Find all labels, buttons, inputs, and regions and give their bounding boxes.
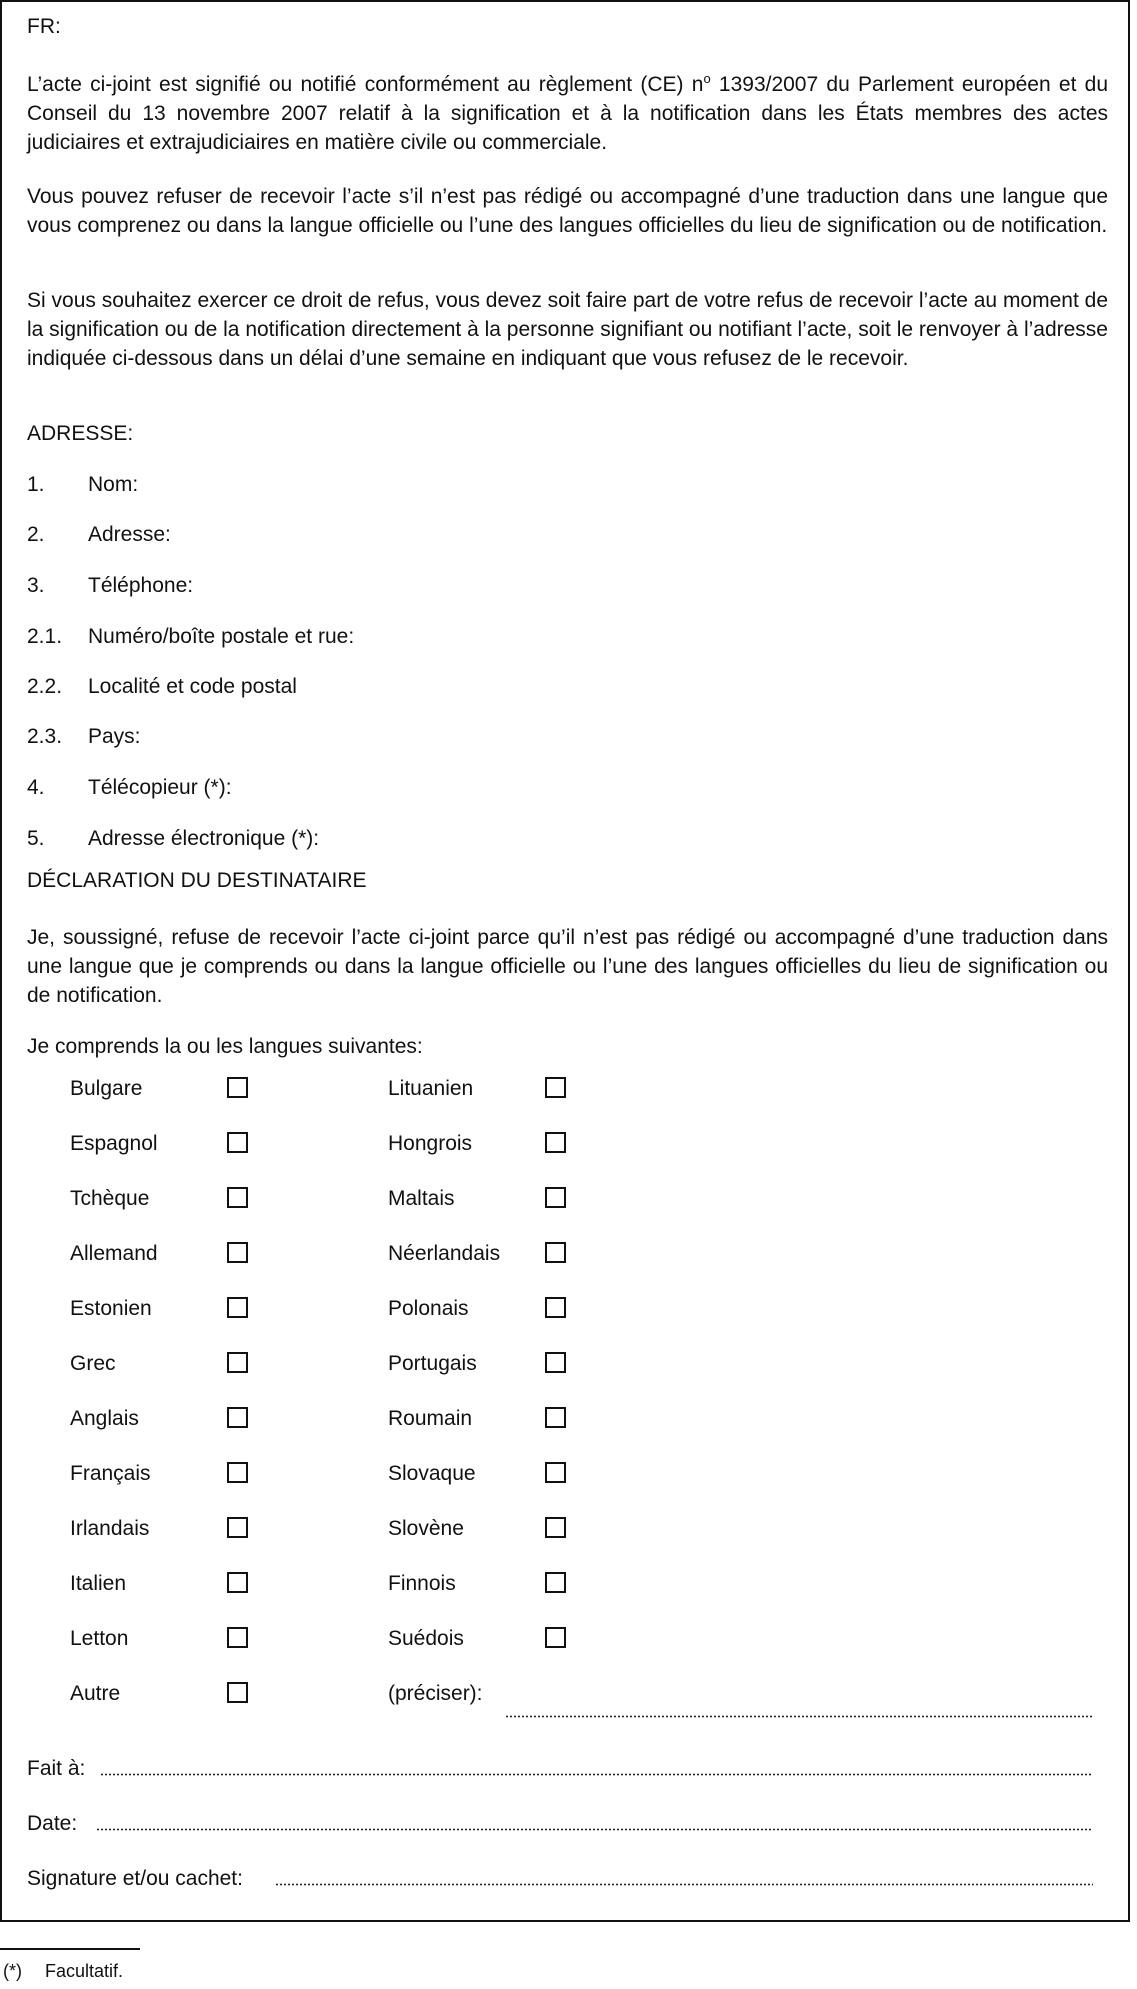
language-label-lituanien: Lituanien (388, 1077, 474, 1100)
date-label: Date: (27, 1812, 78, 1835)
language-label-italien: Italien (70, 1572, 127, 1595)
checkbox-finnois[interactable] (545, 1572, 566, 1593)
checkbox-autre[interactable] (227, 1682, 248, 1703)
field-number: 4. (27, 776, 45, 799)
language-label-irlandais: Irlandais (70, 1517, 150, 1540)
language-label-roumain: Roumain (388, 1407, 473, 1430)
checkbox-roumain[interactable] (545, 1407, 566, 1428)
footnote-rule (0, 1948, 140, 1950)
languages-intro: Je comprends la ou les langues suivantes: (27, 1035, 423, 1058)
language-label-espagnol: Espagnol (70, 1132, 158, 1155)
checkbox-espagnol[interactable] (227, 1132, 248, 1153)
other-language-dotted-line[interactable] (505, 1715, 1093, 1718)
intro-paragraph-1: L’acte ci-joint est signifié ou notifié conformément au règlement (CE) $n^o$ 1393/2007 du Parlement européen et du Conseil du 13 novembre 2007 relatif à la signification et à la notification dans les États membres des actes judiciaires et extrajudiciaires en matière civile ou commerciale. (27, 71, 1108, 154)
language-label-allemand: Allemand (70, 1242, 158, 1265)
language-label-maltais: Maltais (388, 1187, 455, 1210)
date-dotted-line[interactable] (96, 1828, 1093, 1831)
checkbox-slovene[interactable] (545, 1517, 566, 1538)
checkbox-letton[interactable] (227, 1627, 248, 1648)
field-number: 2. (27, 523, 45, 546)
language-label-finnois: Finnois (388, 1572, 456, 1595)
checkbox-hongrois[interactable] (545, 1132, 566, 1153)
footnote-text: Facultatif. (45, 1961, 124, 1981)
field-address-label: Adresse: (88, 523, 171, 546)
checkbox-maltais[interactable] (545, 1187, 566, 1208)
checkbox-allemand[interactable] (227, 1242, 248, 1263)
checkbox-polonais[interactable] (545, 1297, 566, 1318)
field-number: 2.1. (27, 625, 63, 648)
place-dotted-line[interactable] (100, 1773, 1093, 1776)
language-label-autre: Autre (70, 1682, 121, 1705)
language-label-francais: Français (70, 1462, 151, 1485)
checkbox-neerlandais[interactable] (545, 1242, 566, 1263)
language-label-bulgare: Bulgare (70, 1077, 143, 1100)
intro-paragraph-2: Vous pouvez refuser de recevoir l’acte s’il n’est pas rédigé ou accompagné d’une traduction dans une langue que vous comprenez ou dans la langue officielle ou l’une des langues officielles du lieu de signification ou de notification. (27, 185, 1108, 237)
field-number: 2.3. (27, 725, 63, 748)
language-label-estonien: Estonien (70, 1297, 152, 1320)
field-number: 3. (27, 574, 45, 597)
language-code: FR: (27, 15, 61, 38)
field-number: 5. (27, 827, 45, 850)
other-language-specify-label: (préciser): (388, 1682, 483, 1705)
language-label-hongrois: Hongrois (388, 1132, 473, 1155)
checkbox-tcheque[interactable] (227, 1187, 248, 1208)
language-label-grec: Grec (70, 1352, 116, 1375)
language-label-polonais: Polonais (388, 1297, 469, 1320)
checkbox-bulgare[interactable] (227, 1077, 248, 1098)
address-heading: ADRESSE: (27, 422, 134, 445)
field-locality-label: Localité et code postal (88, 675, 297, 698)
language-label-anglais: Anglais (70, 1407, 139, 1430)
field-email-label: Adresse électronique (*): (88, 827, 320, 850)
field-street-label: Numéro/boîte postale et rue: (88, 625, 355, 648)
field-number: 1. (27, 473, 45, 496)
signature-label: Signature et/ou cachet: (27, 1867, 243, 1890)
checkbox-estonien[interactable] (227, 1297, 248, 1318)
language-label-suedois: Suédois (388, 1627, 464, 1650)
language-label-slovaque: Slovaque (388, 1462, 476, 1485)
checkbox-grec[interactable] (227, 1352, 248, 1373)
checkbox-italien[interactable] (227, 1572, 248, 1593)
declaration-text: Je, soussigné, refuse de recevoir l’acte ci-joint parce qu’il n’est pas rédigé ou accompagné d’une traduction dans une langue que je comprends ou dans la langue officielle ou l’une des langues officielles du lieu de signification ou de notification. (27, 926, 1108, 1007)
checkbox-slovaque[interactable] (545, 1462, 566, 1483)
checkbox-portugais[interactable] (545, 1352, 566, 1373)
language-label-neerlandais: Néerlandais (388, 1242, 501, 1265)
language-label-slovene: Slovène (388, 1517, 464, 1540)
language-label-portugais: Portugais (388, 1352, 477, 1375)
field-number: 2.2. (27, 675, 63, 698)
place-label: Fait à: (27, 1757, 86, 1780)
checkbox-suedois[interactable] (545, 1627, 566, 1648)
declaration-heading: DÉCLARATION DU DESTINATAIRE (27, 869, 367, 892)
checkbox-irlandais[interactable] (227, 1517, 248, 1538)
checkbox-anglais[interactable] (227, 1407, 248, 1428)
language-label-letton: Letton (70, 1627, 129, 1650)
signature-dotted-line[interactable] (275, 1883, 1093, 1886)
field-name-label: Nom: (88, 473, 139, 496)
field-country-label: Pays: (88, 725, 141, 748)
footnote-marker: (*) (3, 1961, 22, 1981)
checkbox-lituanien[interactable] (545, 1077, 566, 1098)
field-phone-label: Téléphone: (88, 574, 194, 597)
checkbox-francais[interactable] (227, 1462, 248, 1483)
intro-paragraph-3: Si vous souhaitez exercer ce droit de refus, vous devez soit faire part de votre refus de recevoir l’acte au moment de la signification ou de la notification directement à la personne signifiant ou notifiant l’acte, soit le renvoyer à l’adresse indiquée ci-dessous dans un délai d’une semaine en indiquant que vous refusez de le recevoir. (27, 289, 1108, 370)
field-fax-label: Télécopieur (*): (88, 776, 232, 799)
language-label-tcheque: Tchèque (70, 1187, 150, 1210)
